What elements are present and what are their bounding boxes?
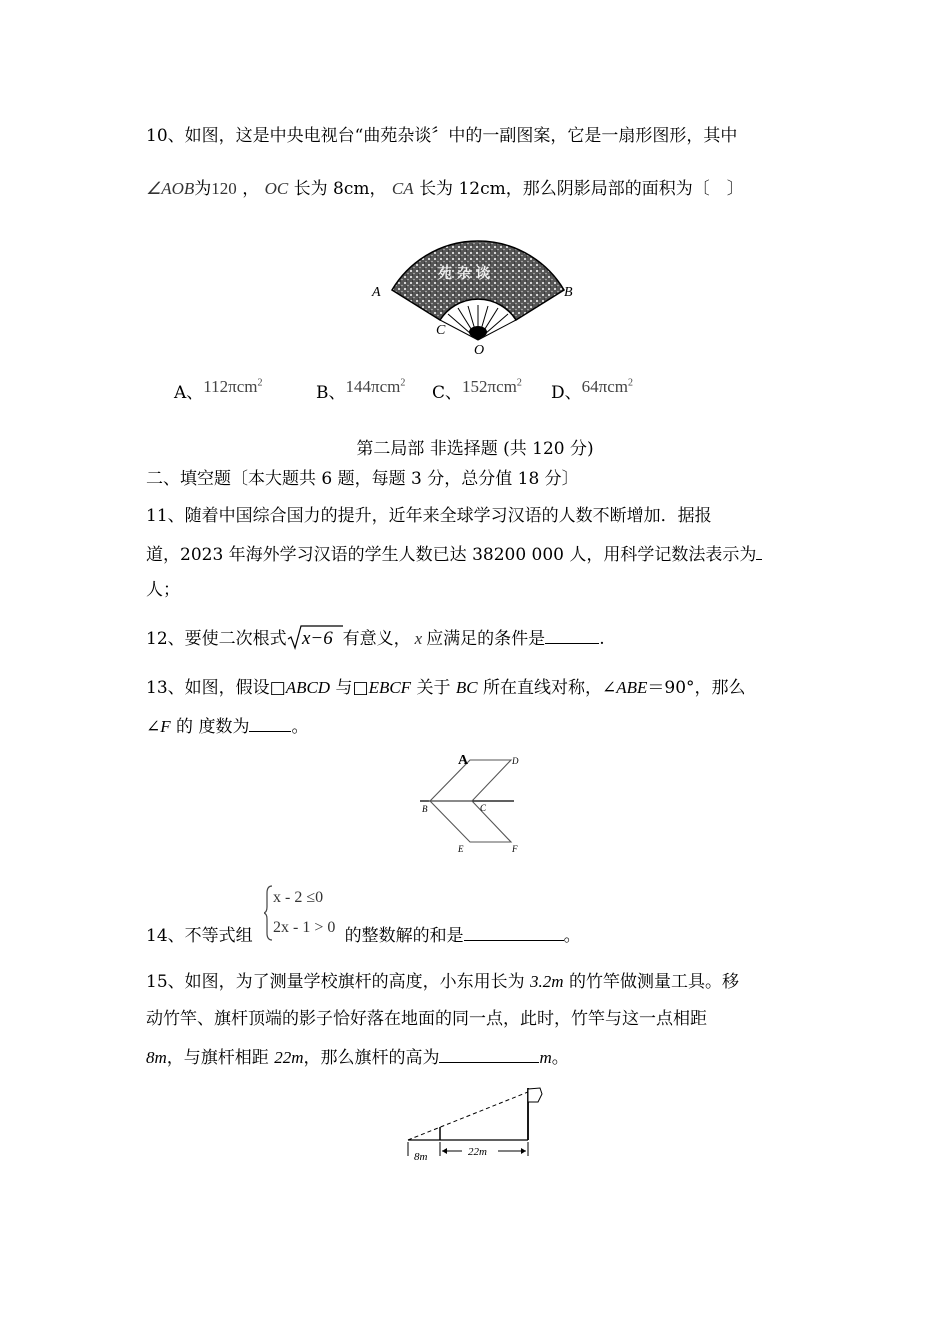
q13-t2: 与□ xyxy=(330,678,369,698)
q13-f: F xyxy=(160,717,171,736)
choice-b-sup: 2 xyxy=(400,377,406,389)
choice-a-value: 112πcm xyxy=(203,377,258,396)
q12-end: . xyxy=(599,629,605,649)
q13-t5: ＝90°，那么 xyxy=(647,678,746,698)
parallelogram-abcd xyxy=(430,760,511,801)
q12-line xyxy=(146,624,605,650)
label-8m: 8m xyxy=(414,1151,428,1163)
q11-line3: 人； xyxy=(146,580,180,600)
q12-var: x xyxy=(414,629,423,648)
q10-choice-d xyxy=(551,378,633,403)
radical-sign xyxy=(287,624,343,650)
choice-b-value: 144πcm xyxy=(345,377,401,396)
fan-label-o: O xyxy=(474,343,485,358)
choice-b-label: B、 xyxy=(316,383,346,403)
q10-line1: 10、如图，这是中央电视台“曲苑杂谈〞中的一副图案，它是一扇形图形，其中 xyxy=(146,126,738,146)
q15-line1 xyxy=(146,973,739,991)
label-a: A xyxy=(458,753,469,768)
q10-angle-value: 120 xyxy=(211,179,237,198)
choice-c-value: 152πcm xyxy=(462,377,517,396)
choice-c-label: C、 xyxy=(432,383,463,403)
q13-line2 xyxy=(146,717,308,736)
parallelogram-ebcf xyxy=(430,801,511,842)
flagpole-figure xyxy=(402,1084,552,1168)
q15-d2: 22m xyxy=(274,1048,304,1067)
q14-before: 14、不等式组 xyxy=(146,926,253,946)
choice-d-sup: 2 xyxy=(628,377,633,389)
label-e: E xyxy=(458,844,464,854)
q14-blank xyxy=(464,926,564,941)
section-subtitle: 二、填空题〔本大题共 6 题，每题 3 分，总分值 18 分〕 xyxy=(146,469,579,489)
q15-t2: 的竹竿做测量工具。移 xyxy=(563,972,739,992)
ineq-2: 2x - 1 > 0 xyxy=(273,919,336,936)
q10-choice-a xyxy=(174,378,263,403)
q15-t4: ，那么旗杆的高为 xyxy=(303,1048,440,1068)
q12-middle: 有意义， xyxy=(342,629,411,649)
label-22m: 22m xyxy=(468,1146,487,1158)
q13-t1: 13、如图，假设□ xyxy=(146,678,286,698)
fan-text: 苑 杂 谈 xyxy=(438,266,490,282)
q15-unit: m xyxy=(539,1048,552,1067)
q15-len: 3.2m xyxy=(530,972,564,991)
q11-blank xyxy=(756,545,762,560)
q10-oc-text: 长为 8cm， xyxy=(293,179,387,199)
label-f: F xyxy=(512,844,518,854)
inequality-system xyxy=(264,884,352,942)
q13-bc: BC xyxy=(455,678,478,697)
q10-comma: ， xyxy=(242,179,260,199)
q14-after: 的整数解的和是 xyxy=(344,926,464,946)
q12-after: 应满足的条件是 xyxy=(426,629,546,649)
q12-blank xyxy=(545,629,599,644)
ineq-1: x - 2 ≤0 xyxy=(273,889,324,906)
label-d: D xyxy=(512,756,519,766)
q14-line xyxy=(146,926,581,945)
q10-wei: 为 xyxy=(194,179,212,199)
q10-choice-c xyxy=(432,378,522,403)
q12-radicand: x−6 xyxy=(301,628,333,649)
q13-t6: 的 度数为 xyxy=(170,717,250,737)
q14-end: 。 xyxy=(563,926,581,946)
section-title: 第二局部 非选择题 (共 120 分) xyxy=(356,439,594,459)
q11-line2 xyxy=(146,545,762,564)
q15-t3: ，与旗杆相距 xyxy=(166,1048,275,1068)
q10-ca-text: 长为 12cm，那么阴影局部的面积为〔 〕 xyxy=(419,179,744,199)
q12-before: 12、要使二次根式 xyxy=(146,629,287,649)
q13-abe: ABE xyxy=(616,678,648,697)
q15-line2: 动竹竿、旗杆顶端的影子恰好落在地面的同一点，此时，竹竿与这一点相距 xyxy=(146,1009,707,1029)
q13-line1 xyxy=(146,679,746,697)
choice-a-sup: 2 xyxy=(257,377,263,389)
q10-choice-b xyxy=(316,378,405,403)
brace xyxy=(264,886,272,940)
q15-line3 xyxy=(146,1048,569,1067)
q15-end: 。 xyxy=(551,1048,569,1068)
q15-d1: 8m xyxy=(146,1048,167,1067)
choice-d-label: D、 xyxy=(551,383,582,403)
q13-t3: 关于 xyxy=(411,678,456,698)
fan-pivot xyxy=(469,326,487,338)
q13-abcd: ABCD xyxy=(285,678,331,697)
fan-label-c: C xyxy=(436,323,446,338)
fan-label-a: A xyxy=(372,285,381,300)
q10-ca: CA xyxy=(391,179,414,198)
choice-d-value: 64πcm xyxy=(581,377,628,396)
shadow-line xyxy=(408,1092,528,1140)
q10-oc: OC xyxy=(264,179,289,198)
q11-line2-text: 道，2023 年海外学习汉语的学生人数已达 38200 000 人，用科学记数法表示为 xyxy=(146,545,757,565)
label-b: B xyxy=(422,804,428,814)
flag xyxy=(528,1088,542,1102)
q13-t4: 所在直线对称，∠ xyxy=(477,678,617,698)
q10-angle: ∠AOB xyxy=(146,179,195,198)
q15-t1: 15、如图，为了测量学校旗杆的高度，小东用长为 xyxy=(146,972,531,992)
q13-blank xyxy=(249,717,291,732)
q13-end: 。 xyxy=(291,717,309,737)
choice-a-label: A、 xyxy=(174,383,204,403)
q15-blank xyxy=(439,1048,539,1063)
q13-ebcf: EBCF xyxy=(368,678,412,697)
label-c: C xyxy=(480,803,487,813)
q11-line1: 11、随着中国综合国力的提升，近年来全球学习汉语的人数不断增加．据报 xyxy=(146,506,712,526)
fan-figure xyxy=(368,228,588,358)
fan-label-b: B xyxy=(564,285,573,300)
choice-c-sup: 2 xyxy=(516,377,522,389)
q13-angle: ∠ xyxy=(146,717,161,737)
q10-line2 xyxy=(146,180,744,198)
parallelogram-figure xyxy=(416,748,526,856)
